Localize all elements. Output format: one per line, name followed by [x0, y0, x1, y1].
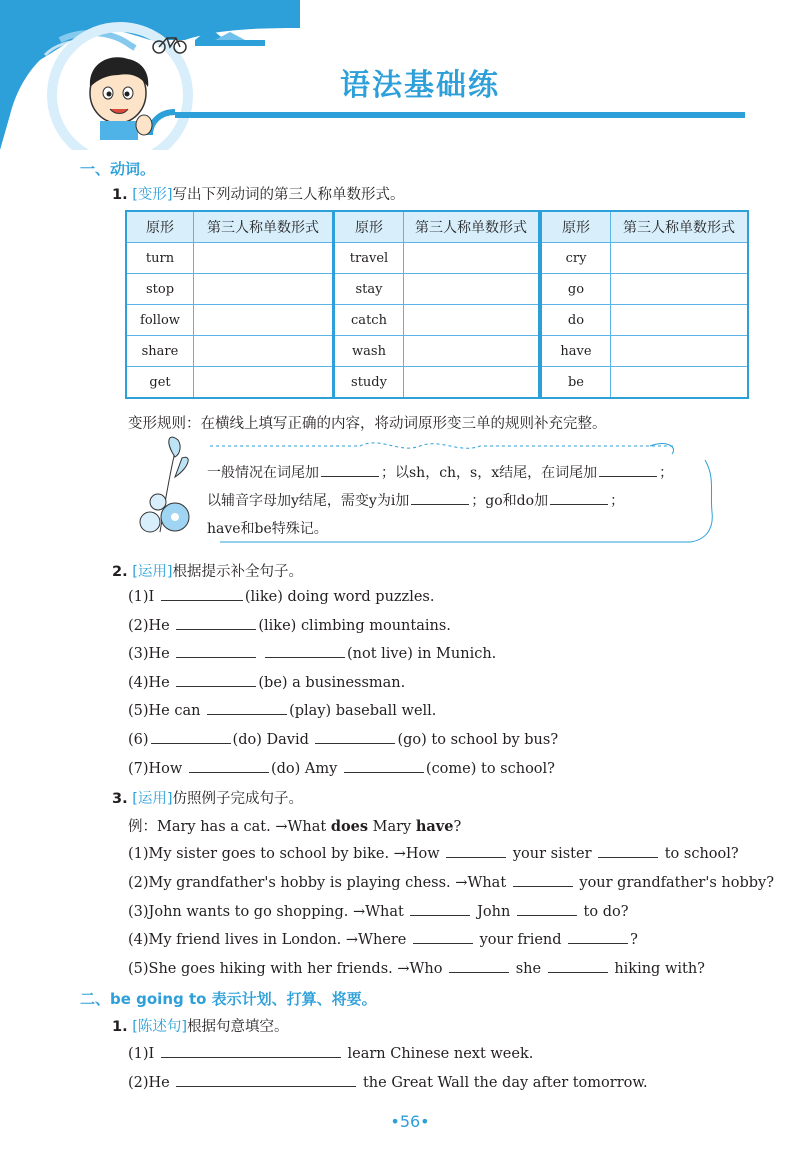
- blank[interactable]: [189, 758, 269, 773]
- answer-cell[interactable]: [194, 274, 334, 305]
- sentence: [128, 672, 405, 691]
- sentence-text: What: [467, 875, 507, 891]
- sentence-text: Mary: [372, 819, 412, 835]
- blank[interactable]: [176, 1072, 356, 1087]
- verb-base: catch: [334, 305, 404, 336]
- blank[interactable]: [599, 462, 657, 477]
- sentence-text: hiking with?: [614, 961, 705, 977]
- page-title: 语法基础练: [340, 68, 500, 103]
- sentence-text: your friend: [479, 932, 562, 948]
- blank[interactable]: [513, 872, 573, 887]
- section-heading: 一、动词。: [80, 160, 156, 178]
- verb-base: follow: [126, 305, 194, 336]
- sentence: [128, 843, 739, 862]
- blank[interactable]: [568, 929, 628, 944]
- question-instruction: 根据提示补全句子。: [172, 564, 304, 580]
- sentence-text: 例：Mary has a cat.: [128, 819, 271, 835]
- sentence-text: What: [287, 819, 327, 835]
- question-header: [112, 560, 303, 581]
- column-header: 原形: [334, 211, 404, 243]
- blank[interactable]: [161, 1043, 341, 1058]
- sentence-text: (1)My sister goes to school by bike.: [128, 846, 390, 862]
- sentence-text: your sister: [512, 846, 592, 862]
- blank[interactable]: [550, 490, 608, 505]
- verb-base: have: [541, 336, 611, 367]
- question-header: [112, 787, 303, 808]
- rule-text: 以辅音字母加y结尾，需变y为i加: [207, 493, 410, 509]
- sentence-text: does: [330, 818, 369, 835]
- sentence-text: learn Chinese next week.: [347, 1046, 534, 1062]
- column-header: 原形: [126, 211, 194, 243]
- arrow-icon: →: [345, 932, 359, 948]
- sentence-text: (do) Amy: [270, 761, 338, 777]
- verb-base: go: [541, 274, 611, 305]
- sentence-text: have: [415, 818, 454, 835]
- sentence: [128, 958, 705, 977]
- answer-cell[interactable]: [194, 305, 334, 336]
- verb-base: stop: [126, 274, 194, 305]
- sentence: [128, 872, 774, 891]
- question-header: [112, 183, 405, 204]
- verb-table-3: [540, 210, 749, 399]
- arrow-icon: →: [455, 875, 468, 891]
- blank[interactable]: [315, 729, 395, 744]
- column-header: 原形: [541, 211, 611, 243]
- blank[interactable]: [176, 643, 256, 658]
- answer-cell[interactable]: [404, 305, 540, 336]
- question-number: 1.: [112, 187, 128, 203]
- sentence-text: (1)I: [128, 1046, 155, 1062]
- arrow-icon: →: [275, 819, 288, 835]
- blank[interactable]: [413, 929, 473, 944]
- sentence-text: to school?: [664, 846, 739, 862]
- question-number: 3.: [112, 791, 128, 807]
- rules-label: 变形规则：在横线上填写正确的内容，将动词原形变三单的规则补充完整。: [128, 416, 607, 432]
- answer-cell[interactable]: [404, 336, 540, 367]
- blank[interactable]: [161, 586, 243, 601]
- verb-base: share: [126, 336, 194, 367]
- sentence-text: (3)He: [128, 646, 170, 662]
- sentence-text: (1)I: [128, 589, 155, 605]
- question-tag: [ 运用 ]: [132, 564, 172, 580]
- column-header: 第三人称单数形式: [404, 211, 540, 243]
- sentence-text: (2)He: [128, 1075, 170, 1091]
- boy-mascot-icon: [70, 45, 170, 140]
- answer-cell[interactable]: [611, 367, 749, 399]
- answer-cell[interactable]: [611, 305, 749, 336]
- blank[interactable]: [548, 958, 608, 973]
- verb-base: be: [541, 367, 611, 399]
- sentence: [128, 586, 434, 605]
- sentence-text: (5)She goes hiking with her friends.: [128, 961, 393, 977]
- blank[interactable]: [207, 700, 287, 715]
- answer-cell[interactable]: [611, 243, 749, 274]
- question-instruction: 写出下列动词的第三人称单数形式。: [172, 187, 405, 203]
- sentence-text: your grandfather's hobby?: [579, 875, 774, 891]
- sentence: [128, 700, 436, 719]
- blank[interactable]: [411, 490, 469, 505]
- flower-decoration-icon: [140, 437, 189, 532]
- arrow-icon: →: [393, 846, 406, 862]
- sentence-text: (3)John wants to go shopping.: [128, 904, 349, 920]
- sentence-text: (7)How: [128, 761, 183, 777]
- rule-line-1: [207, 462, 673, 482]
- sentence-text: (come) to school?: [425, 761, 555, 777]
- arrow-icon: →: [352, 904, 366, 920]
- blank[interactable]: [265, 643, 345, 658]
- rule-text: ；: [610, 493, 625, 509]
- sentence-text: (like) climbing mountains.: [258, 618, 451, 634]
- sentence-text: Where: [358, 932, 407, 948]
- answer-cell[interactable]: [404, 274, 540, 305]
- verb-base: stay: [334, 274, 404, 305]
- column-header: 第三人称单数形式: [611, 211, 749, 243]
- sentence-text: (2)My grandfather's hobby is playing chess.: [128, 875, 451, 891]
- sentence: [128, 929, 638, 948]
- answer-cell[interactable]: [194, 367, 334, 399]
- answer-cell[interactable]: [404, 243, 540, 274]
- column-header: 第三人称单数形式: [194, 211, 334, 243]
- question-number: 2.: [112, 564, 128, 580]
- blank[interactable]: [517, 901, 577, 916]
- sentence-text: John: [477, 904, 511, 920]
- blank[interactable]: [176, 672, 256, 687]
- question-tag: [ 陈述句 ]: [132, 1019, 187, 1035]
- example-sentence: [128, 815, 461, 836]
- question-tag: [ 变形 ]: [132, 187, 172, 203]
- rules-box: [195, 450, 710, 544]
- sentence-text: to do?: [583, 904, 629, 920]
- sentence-text: (not live) in Munich.: [346, 646, 497, 662]
- sentence-text: (2)He: [128, 618, 170, 634]
- blank[interactable]: [176, 615, 256, 630]
- sentence-text: (go) to school by bus?: [397, 732, 559, 748]
- question-number: 1.: [112, 1019, 128, 1035]
- sentence: [128, 729, 558, 748]
- sentence: [128, 643, 496, 662]
- blank[interactable]: [344, 758, 424, 773]
- blank[interactable]: [321, 462, 379, 477]
- answer-cell[interactable]: [404, 367, 540, 399]
- verb-table-2: [333, 210, 540, 399]
- blank[interactable]: [598, 843, 658, 858]
- sentence: [128, 1043, 533, 1062]
- arrow-icon: →: [397, 961, 410, 977]
- verb-base: travel: [334, 243, 404, 274]
- rule-text: ；以sh，ch，s，x结尾，在词尾加: [381, 465, 598, 481]
- question-header: [112, 1015, 289, 1036]
- rule-text: ；: [659, 465, 674, 481]
- verb-table-1: [125, 210, 334, 399]
- verb-base: study: [334, 367, 404, 399]
- sentence-text: How: [405, 846, 440, 862]
- sentence-text: (like) doing word puzzles.: [244, 589, 435, 605]
- rule-text: ；go和do加: [471, 493, 549, 509]
- section-heading: 二、be going to 表示计划、打算、将要。: [80, 990, 377, 1008]
- blank[interactable]: [151, 729, 231, 744]
- sentence-text: Who: [409, 961, 443, 977]
- blank[interactable]: [446, 843, 506, 858]
- sentence-text: (play) baseball well.: [289, 703, 437, 719]
- question-instruction: 仿照例子完成句子。: [172, 791, 304, 807]
- rule-text: 一般情况在词尾加: [207, 465, 319, 481]
- verb-base: do: [541, 305, 611, 336]
- sentence-text: What: [365, 904, 404, 920]
- sentence-text: (6): [128, 732, 149, 748]
- sentence: [128, 615, 451, 634]
- rule-line-3: have和be特殊记。: [207, 521, 328, 537]
- verb-base: get: [126, 367, 194, 399]
- answer-cell[interactable]: [194, 336, 334, 367]
- sentence-text: (4)He: [128, 675, 170, 691]
- sentence-text: (5)He can: [128, 703, 201, 719]
- rule-line-2: [207, 490, 624, 510]
- sentence: [128, 758, 555, 777]
- sentence-text: (be) a businessman.: [258, 675, 406, 691]
- question-instruction: 根据句意填空。: [187, 1019, 289, 1035]
- sentence-text: (do) David: [232, 732, 309, 748]
- sentence-text: (4)My friend lives in London.: [128, 932, 342, 948]
- blank[interactable]: [449, 958, 509, 973]
- answer-cell[interactable]: [194, 243, 334, 274]
- sentence-text: ?: [630, 932, 638, 948]
- answer-cell[interactable]: [611, 274, 749, 305]
- sentence-text: the Great Wall the day after tomorrow.: [362, 1075, 648, 1091]
- answer-cell[interactable]: [611, 336, 749, 367]
- sentence-text: she: [515, 961, 542, 977]
- page-number: •56•: [390, 1112, 430, 1131]
- sentence: [128, 1072, 648, 1091]
- blank[interactable]: [410, 901, 470, 916]
- verb-base: wash: [334, 336, 404, 367]
- question-tag: [ 运用 ]: [132, 791, 172, 807]
- verb-base: cry: [541, 243, 611, 274]
- sentence: [128, 901, 628, 920]
- verb-base: turn: [126, 243, 194, 274]
- sentence-text: ?: [453, 819, 462, 835]
